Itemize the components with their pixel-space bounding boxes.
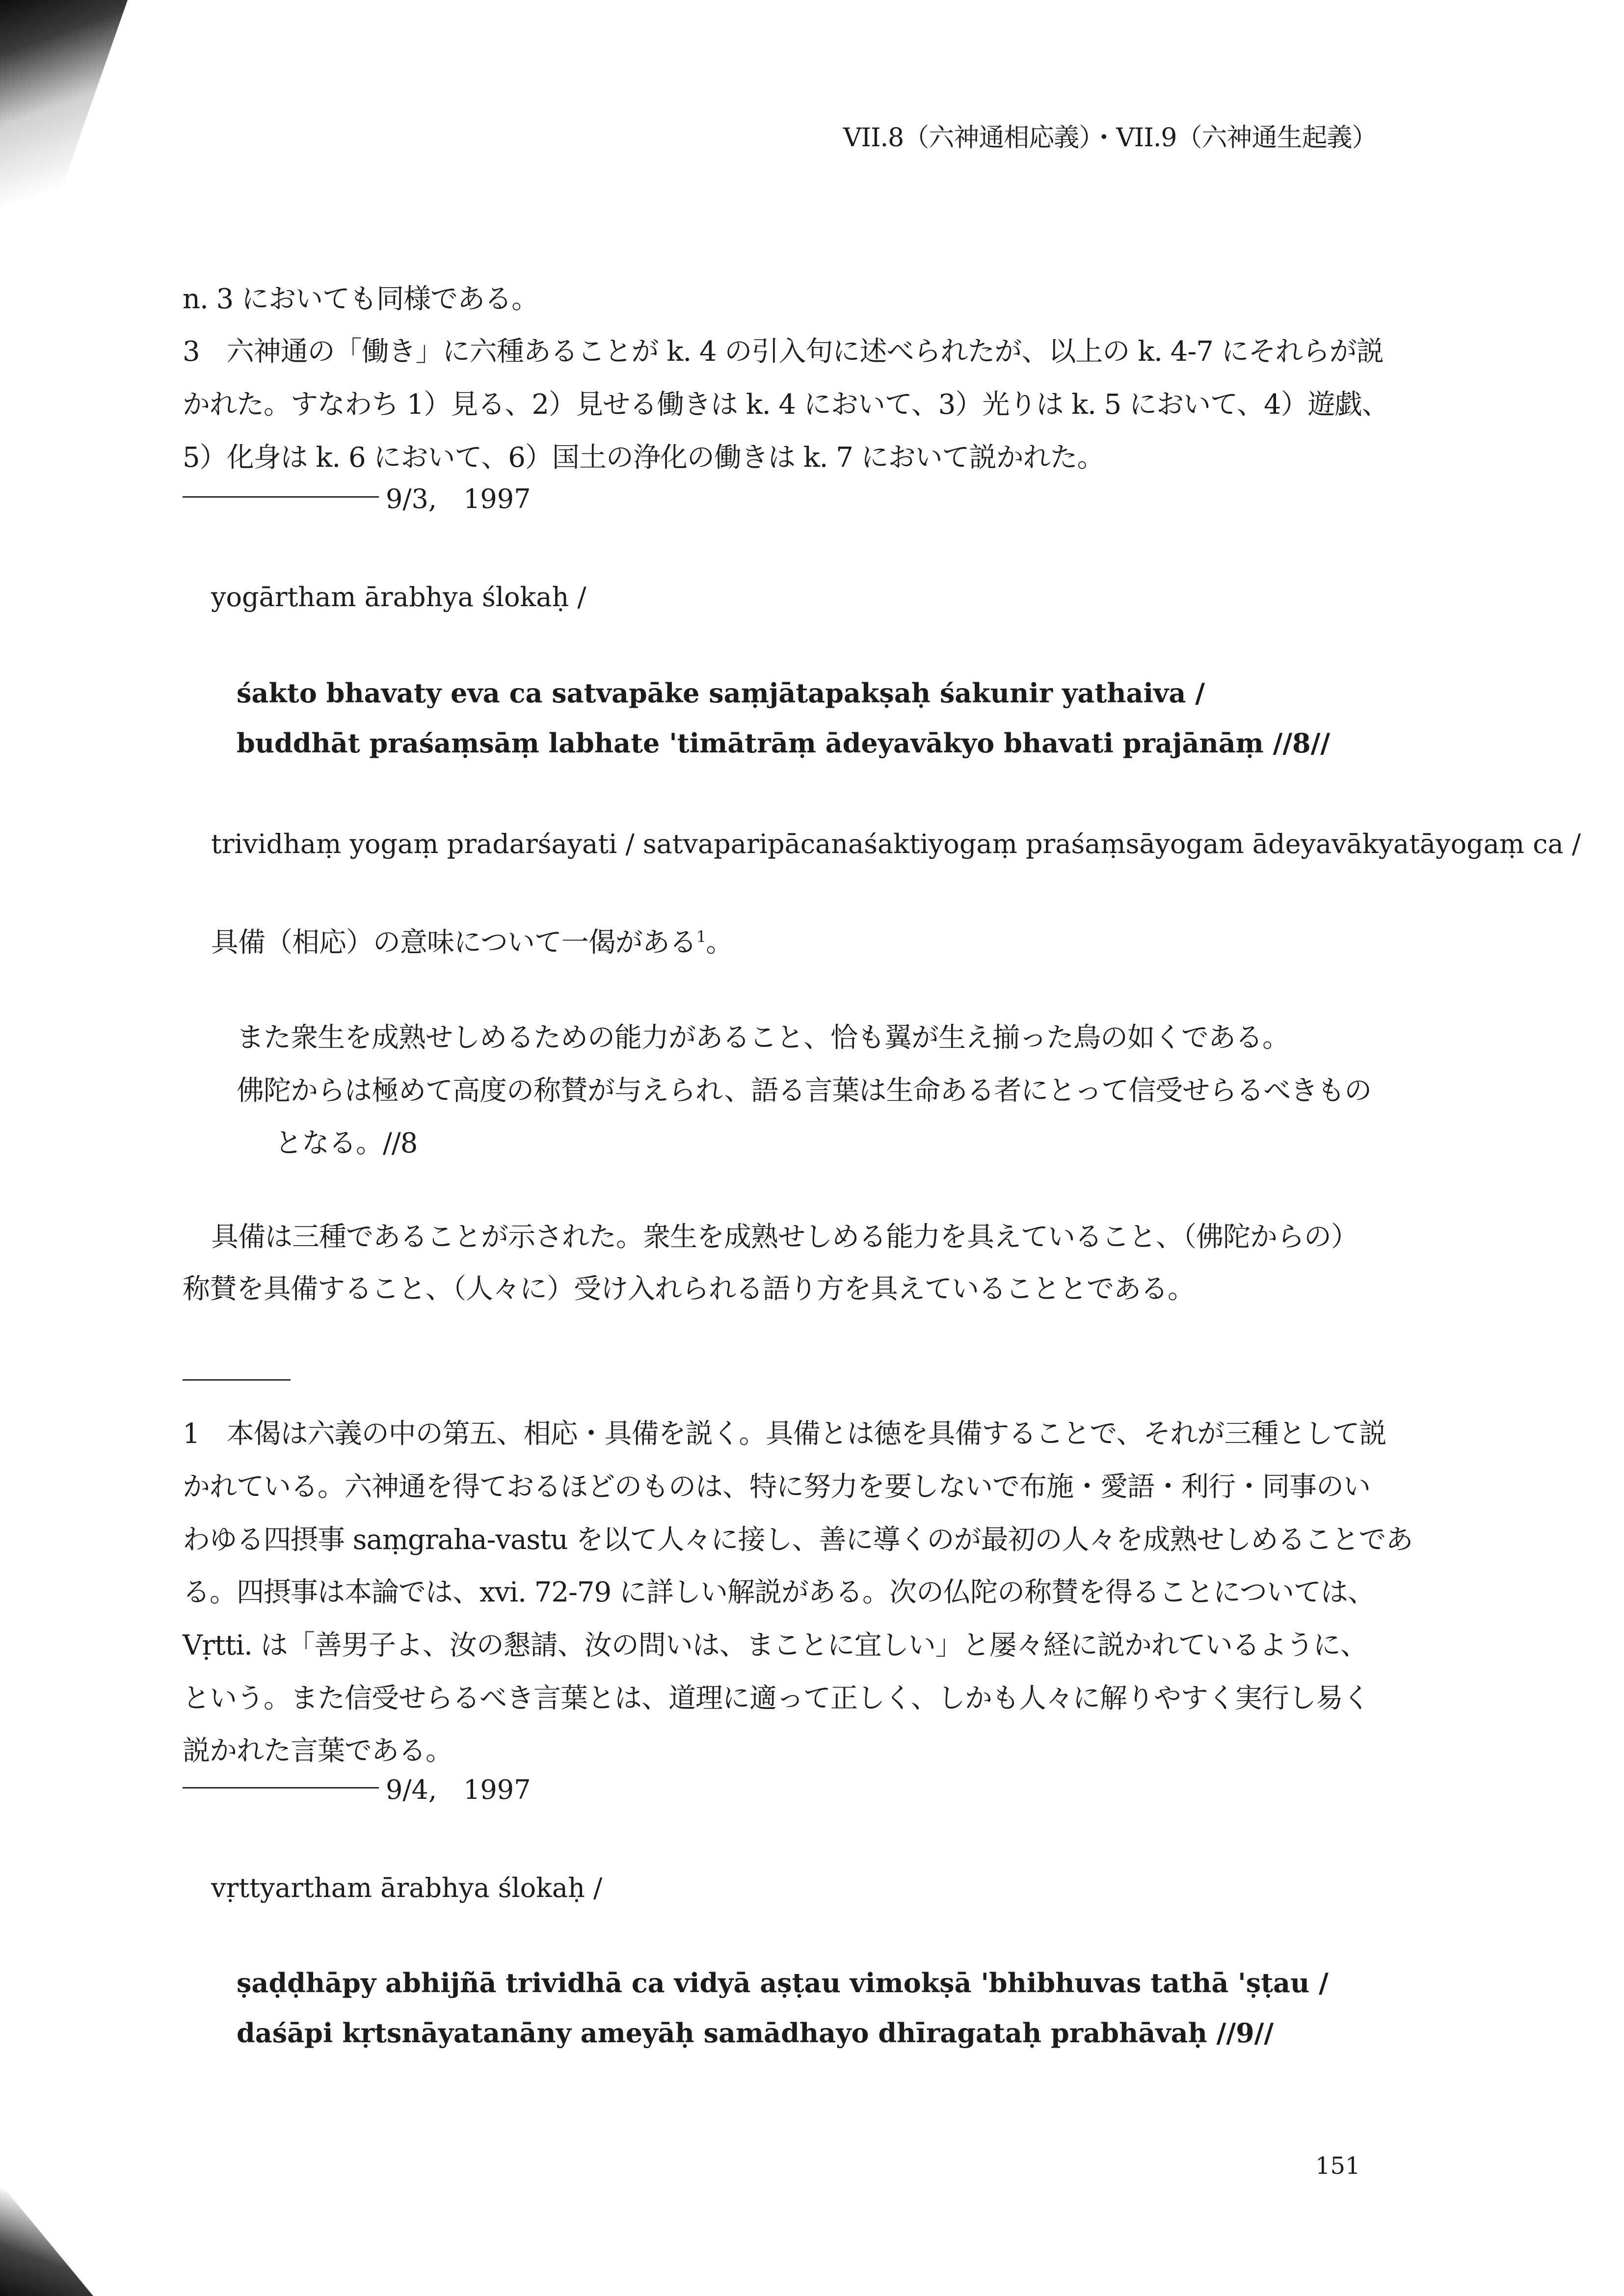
verse-8-line-2: buddhāt praśaṃsāṃ labhate 'timātrāṃ ādeyavākyo bhavati prajānāṃ //8// (237, 727, 1331, 759)
verse-9-line-1: ṣaḍḍhāpy abhijñā trividhā ca vidyā aṣṭau vimokṣā 'bhibhuvas tathā 'ṣṭau / (237, 1967, 1329, 1999)
date-rule-1 (183, 478, 531, 516)
sanskrit-intro-8: yogārtham ārabhya ślokaḥ / (211, 582, 586, 613)
footnote-line-2: かれている。六神通を得ておるほどのものは、特に努力を要しないで布施・愛語・利行・同事のい (183, 1471, 1370, 1503)
sanskrit-intro-9: vṛttyartham ārabhya ślokaḥ / (211, 1872, 603, 1903)
footnote-rule (183, 1379, 291, 1381)
note-line-4: 5）化身は k. 6 において、6）国土の浄化の働きは k. 7 において説かれた。 (183, 442, 1104, 474)
japanese-verse-8-line-3: となる。//8 (275, 1127, 418, 1159)
date-1: 9/3, 1997 (386, 483, 531, 514)
dash-rule (183, 496, 379, 498)
sanskrit-commentary-8: trividhaṃ yogaṃ pradarśayati / satvaparipācanaśaktiyogaṃ praśaṃsāyogam ādeyavākyatāyogaṃ ca / (211, 828, 1581, 859)
footnote-line-7: 説かれた言葉である。 (183, 1735, 453, 1767)
note-line-3: かれた。すなわち 1）見る、2）見せる働きは k. 4 において、3）光りは k. 5 において、4）遊戯、 (183, 389, 1389, 421)
verse-9-line-2: daśāpi kṛtsnāyatanāny ameyāḥ samādhayo dhīragataḥ prabhāvaḥ //9// (237, 2017, 1274, 2049)
japanese-verse-8-line-1: また衆生を成熟せしめるための能力があること、恰も翼が生え揃った鳥の如くである。 (237, 1022, 1289, 1054)
footnote-line-6: という。また信受せらるべき言葉とは、道理に適って正しく、しかも人々に解りやすく実行し易く (183, 1682, 1370, 1714)
japanese-intro-8-text: 具備（相応）の意味について一偈がある (211, 927, 696, 959)
scan-shadow-top (0, 0, 128, 255)
dash-rule (183, 1787, 379, 1789)
japanese-commentary-8-line-1: 具備は三種であることが示された。衆生を成熟せしめる能力を具えていること、（佛陀からの） (211, 1221, 1358, 1253)
japanese-intro-8 (211, 921, 733, 960)
footnote-line-4: る。四摂事は本論では、xvi. 72-79 に詳しい解説がある。次の仏陀の称賛を得ることについては、 (183, 1576, 1375, 1608)
footnote-line-5: Vṛtti. は「善男子よ、汝の懇請、汝の問いは、まことに宜しい」と屡々経に説かれているように、 (183, 1629, 1367, 1661)
japanese-commentary-8-line-2: 称賛を具備すること、（人々に）受け入れられる語り方を具えていることとである。 (183, 1273, 1195, 1305)
page-number: 151 (1315, 2152, 1360, 2180)
scan-shadow-bottom (0, 2183, 93, 2296)
footnote-marker: 1 (696, 927, 706, 946)
date-2: 9/4, 1997 (386, 1774, 531, 1805)
note-line-1: n. 3 においても同様である。 (183, 283, 539, 315)
date-rule-2 (183, 1769, 531, 1807)
japanese-verse-8-line-2: 佛陀からは極めて高度の称賛が与えられ、語る言葉は生命ある者にとって信受せらるべきもの (237, 1075, 1372, 1107)
japanese-intro-8-end: 。 (706, 927, 733, 959)
note-line-2: 3 六神通の「働き」に六種あることが k. 4 の引入句に述べられたが、以上の k. 4-7 にそれらが説 (183, 336, 1384, 368)
footnote-line-3: わゆる四摂事 saṃgraha-vastu を以て人々に接し、善に導くのが最初の人々を成熟せしめることであ (183, 1524, 1413, 1556)
verse-8-line-1: śakto bhavaty eva ca satvapāke saṃjātapakṣaḥ śakunir yathaiva / (237, 677, 1205, 709)
footnote-line-1: 1 本偈は六義の中の第五、相応・具備を説く。具備とは徳を具備することで、それが三種として説 (183, 1418, 1386, 1450)
running-header: VII.8（六神通相応義）・VII.9（六神通生起義） (843, 123, 1377, 153)
